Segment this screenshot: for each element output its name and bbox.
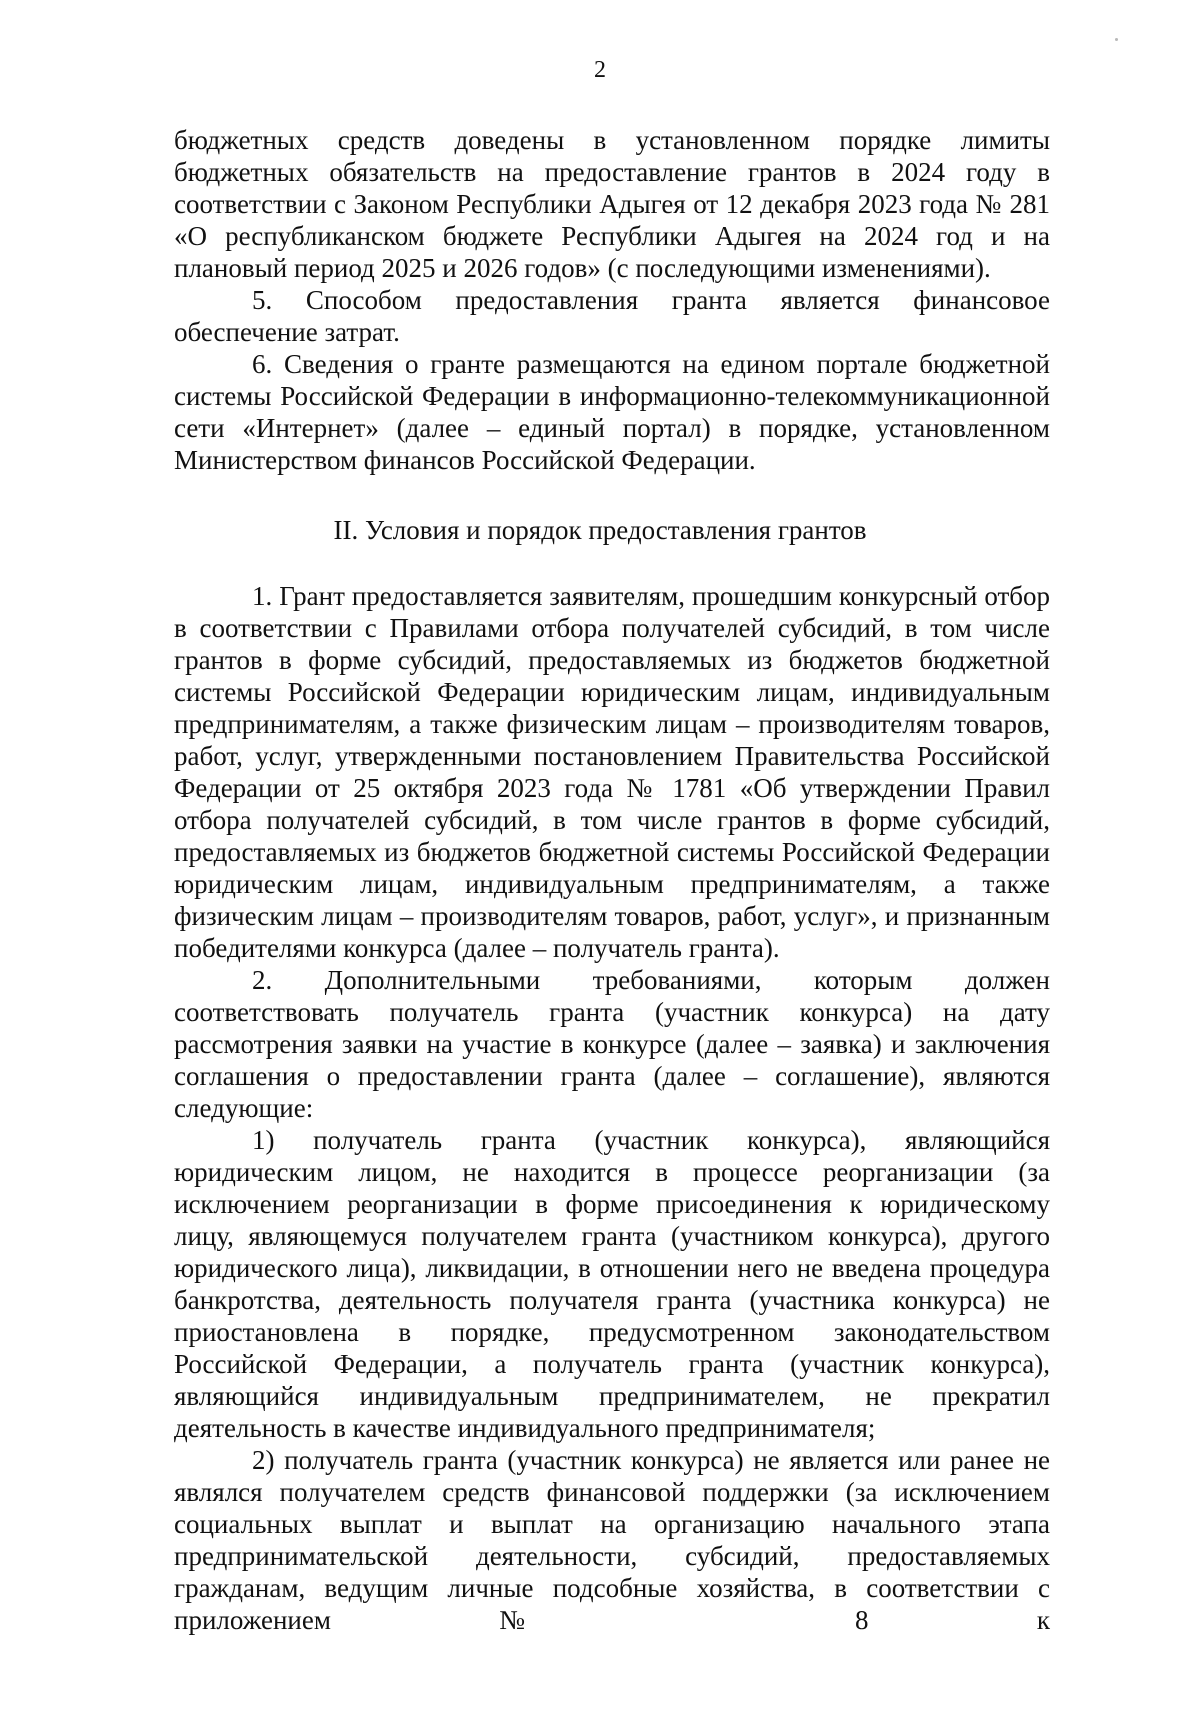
section-2-paragraph-1: 1. Грант предоставляется заявителям, прошедшим конкурсный отбор в соответствии с Правилами отбора получателей субсидий, в том числе грантов в форме субсидий, предоставляемых из бюджетов бюджетной системы Российской Федерации юридическим лицам, индивидуальным предпринимателям, а также физическим лицам – производителям товаров, работ, услуг, утвержденными постановлением Правительства Российской Федерации от 25 октября 2023 года № 1781 «Об утверждении Правил отбора получателей субсидий, в том числе грантов в форме субсидий, предоставляемых из бюджетов бюджетной системы Российской Федерации юридическим лицам, индивидуальным предпринимателям, а также физическим лицам – производителям товаров, работ, услуг», и признанным победителями конкурса (далее – получатель гранта). xyxy=(174,581,1050,963)
page-number: 2 xyxy=(594,57,606,83)
section-2-paragraph-2: 2. Дополнительными требованиями, которым должен соответствовать получатель гранта (участник конкурса) на дату рассмотрения заявки на участие в конкурсе (далее – заявка) и заключения соглашения о предоставлении гранта (далее – соглашение), являются следующие: xyxy=(174,965,1050,1123)
intro-paragraph-continuation: бюджетных средств доведены в установленном порядке лимиты бюджетных обязательств на предоставление грантов в 2024 году в соответствии с Законом Республики Адыгея от 12 декабря 2023 года № 281 «О республиканском бюджете Республики Адыгея на 2024 год и на плановый период 2025 и 2026 годов» (с последующими изменениями). xyxy=(174,125,1050,283)
section-heading: II. Условия и порядок предоставления грантов xyxy=(333,515,867,545)
section-2-body xyxy=(174,580,1050,1636)
section-2-item-1: 1) получатель гранта (участник конкурса), являющийся юридическим лицом, не находится в процессе реорганизации (за исключением реорганизации в форме присоединения к юридическому лицу, являющемуся получателем гранта (участником конкурса), другого юридического лица), ликвидации, в отношении него не введена процедура банкротства, деятельность получателя гранта (участника конкурса) не приостановлена в порядке, предусмотренном законодательством Российской Федерации, а получатель гранта (участник конкурса), являющийся индивидуальным предпринимателем, не прекратил деятельность в качестве индивидуального предпринимателя; xyxy=(174,1125,1050,1443)
section-2-item-2: 2) получатель гранта (участник конкурса) не является или ранее не являлся получателем средств финансовой поддержки (за исключением социальных выплат и выплат на организацию начального этапа предпринимательской деятельности, субсидий, предоставляемых гражданам, ведущим личные подсобные хозяйства, в соответствии с приложением № 8 к xyxy=(174,1445,1050,1635)
intro-block xyxy=(174,124,1050,476)
paragraph-5: 5. Способом предоставления гранта является финансовое обеспечение затрат. xyxy=(174,285,1050,347)
scan-speck xyxy=(1115,38,1118,41)
paragraph-6: 6. Сведения о гранте размещаются на едином портале бюджетной системы Российской Федерации в информационно-телекоммуникационной сети «Интернет» (далее – единый портал) в порядке, установленном Министерством финансов Российской Федерации. xyxy=(174,349,1050,475)
